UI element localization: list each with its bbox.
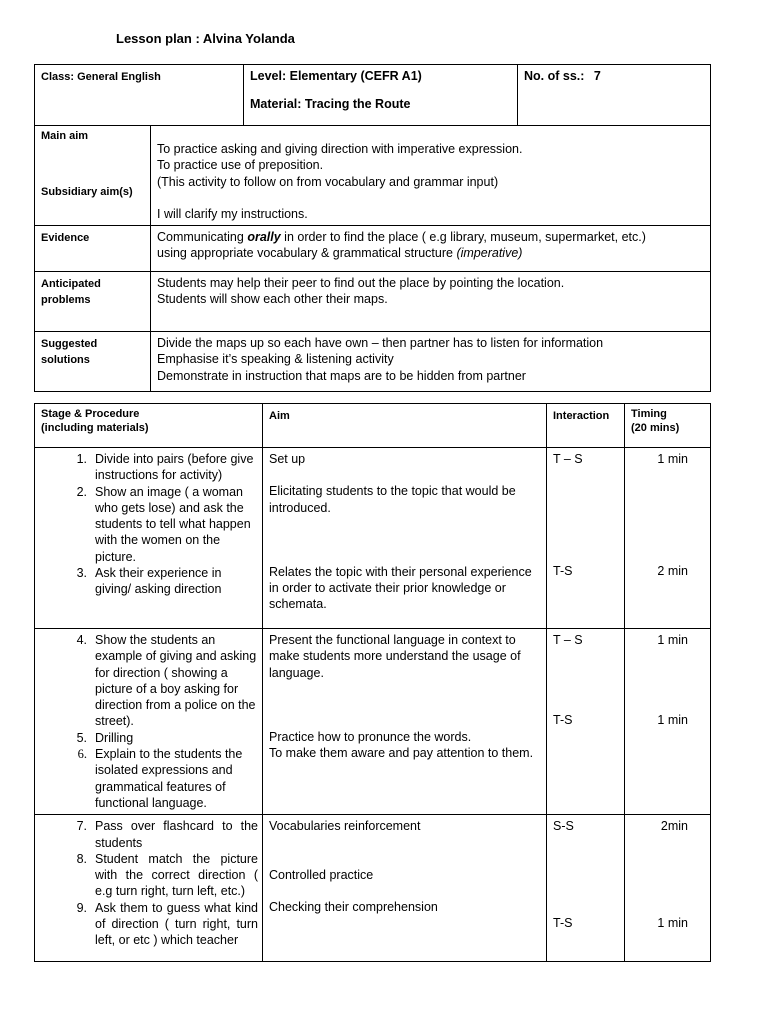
stage-header-label: Stage & Procedure xyxy=(41,408,140,420)
interaction-cell xyxy=(547,815,625,962)
timing-text: 1 min xyxy=(657,915,688,930)
document-title: Lesson plan : Alvina Yolanda xyxy=(116,31,295,46)
level-label: Level: Elementary (CEFR A1) xyxy=(250,69,422,83)
list-item: 3. Ask their experience in giving/ asking direction xyxy=(76,566,222,597)
evidence-text: in order to find the place ( e.g library, museum, supermarket, etc.) xyxy=(280,230,646,245)
timing-header-label: Timing xyxy=(631,408,667,420)
problems-cell xyxy=(151,272,711,332)
main-aim-label: Main aim xyxy=(41,130,89,142)
stage-header-sub: (including materials) xyxy=(41,422,149,434)
class-cell xyxy=(35,65,244,126)
aim-text: Present the functional language in context to make students more understand the usage of language. xyxy=(269,633,521,680)
evidence-emphasis: (imperative) xyxy=(456,246,523,261)
interaction-header-label: Interaction xyxy=(553,410,610,422)
solutions-label-cell xyxy=(35,332,151,392)
interaction-text: T-S xyxy=(553,713,573,728)
solution-line: Emphasise it’s speaking & listening activity xyxy=(157,352,394,367)
aim-text: To make them aware and pay attention to them. xyxy=(269,746,534,761)
list-item: 6. Explain to the students the isolated expressions and grammatical features of functional language. xyxy=(77,747,243,810)
aim-text: Elicitating students to the topic that would be introduced. xyxy=(269,484,516,515)
evidence-emphasis: orally xyxy=(247,230,281,245)
list-item: 1. Divide into pairs (before give instructions for activity) xyxy=(76,452,254,483)
aim-text: Checking their comprehension xyxy=(269,899,438,914)
problems-label: Anticipated problems xyxy=(41,278,101,307)
subsidiary-aim-text: I will clarify my instructions. xyxy=(157,206,308,221)
stage-header xyxy=(35,404,263,448)
aim-text: Relates the topic with their personal experience in order to activate their prior knowledge or schemata. xyxy=(269,564,532,612)
list-item: 8. Student match the picture with the correct direction ( e.g turn right, turn left, etc.) xyxy=(76,851,258,899)
class-label: Class: General English xyxy=(41,71,161,83)
timing-text: 1 min xyxy=(657,633,688,647)
problem-line: Students may help their peer to find out the place by pointing the location. xyxy=(157,276,565,291)
aim-text: Vocabularies reinforcement xyxy=(269,819,421,834)
evidence-label: Evidence xyxy=(41,232,90,245)
timing-cell xyxy=(625,448,711,629)
aim-line: (This activity to follow on from vocabulary and grammar input) xyxy=(157,174,499,189)
evidence-text: Communicating xyxy=(157,230,248,245)
stage-cell xyxy=(35,629,263,815)
aim-text: Practice how to pronunce the words. xyxy=(269,729,472,744)
aim-header-label: Aim xyxy=(269,410,290,422)
list-item: 4. Show the students an example of giving and asking for direction ( showing a picture of a boy asking for direction from a police on the street). xyxy=(76,633,257,729)
problems-label-cell xyxy=(35,272,151,332)
aim-cell xyxy=(263,448,547,629)
aim-text: Controlled practice xyxy=(269,867,374,882)
interaction-text: T-S xyxy=(553,564,573,579)
interaction-cell xyxy=(547,448,625,629)
evidence-cell xyxy=(151,226,711,272)
solution-line: Divide the maps up so each have own – then partner has to listen for information xyxy=(157,336,604,351)
aim-cell xyxy=(263,629,547,815)
timing-text: 1 min xyxy=(657,713,688,728)
lesson-info-table xyxy=(34,64,711,392)
procedure-table xyxy=(34,403,711,962)
interaction-text: S-S xyxy=(553,819,574,834)
list-item: 9. Ask them to guess what kind of direction ( turn right, turn left, or etc ) which teacher xyxy=(76,900,258,948)
timing-cell xyxy=(625,815,711,962)
interaction-header xyxy=(547,404,625,448)
timing-text: 2 min xyxy=(657,564,688,579)
stage-cell xyxy=(35,815,263,962)
aims-label-cell xyxy=(35,126,151,226)
material-label: Material: Tracing the Route xyxy=(250,97,411,112)
evidence-label-cell xyxy=(35,226,151,272)
interaction-text: T – S xyxy=(553,452,583,466)
stage-cell xyxy=(35,448,263,629)
level-material-cell xyxy=(244,65,518,126)
num-students-cell xyxy=(518,65,711,126)
num-students-label: No. of ss.: xyxy=(524,69,585,83)
solutions-label: Suggested solutions xyxy=(41,338,98,367)
evidence-text: using appropriate vocabulary & grammatical structure xyxy=(157,246,457,261)
aim-cell xyxy=(263,815,547,962)
aim-line: To practice asking and giving direction with imperative expression. xyxy=(157,142,523,156)
list-item: 5. Drilling xyxy=(76,730,134,745)
aim-line: To practice use of preposition. xyxy=(157,158,324,173)
interaction-text: T-S xyxy=(553,915,573,930)
timing-text: 2min xyxy=(660,819,688,834)
subsidiary-aim-label: Subsidiary aim(s) xyxy=(41,186,133,198)
timing-cell xyxy=(625,629,711,815)
problem-line: Students will show each other their maps. xyxy=(157,292,388,307)
timing-text: 1 min xyxy=(657,452,688,466)
timing-header xyxy=(625,404,711,448)
timing-header-sub: (20 mins) xyxy=(631,422,680,434)
list-item: 2. Show an image ( a woman who gets lose) and ask the students to tell what happen with the women on the picture. xyxy=(76,484,251,564)
solutions-cell xyxy=(151,332,711,392)
interaction-text: T – S xyxy=(553,633,583,647)
aim-header xyxy=(263,404,547,448)
list-item: 7. Pass over flashcard to the students xyxy=(76,819,258,850)
aims-cell xyxy=(151,126,711,226)
num-students-value: 7 xyxy=(593,69,601,83)
aim-text: Set up xyxy=(269,452,306,466)
interaction-cell xyxy=(547,629,625,815)
solution-line: Demonstrate in instruction that maps are to be hidden from partner xyxy=(157,368,526,383)
